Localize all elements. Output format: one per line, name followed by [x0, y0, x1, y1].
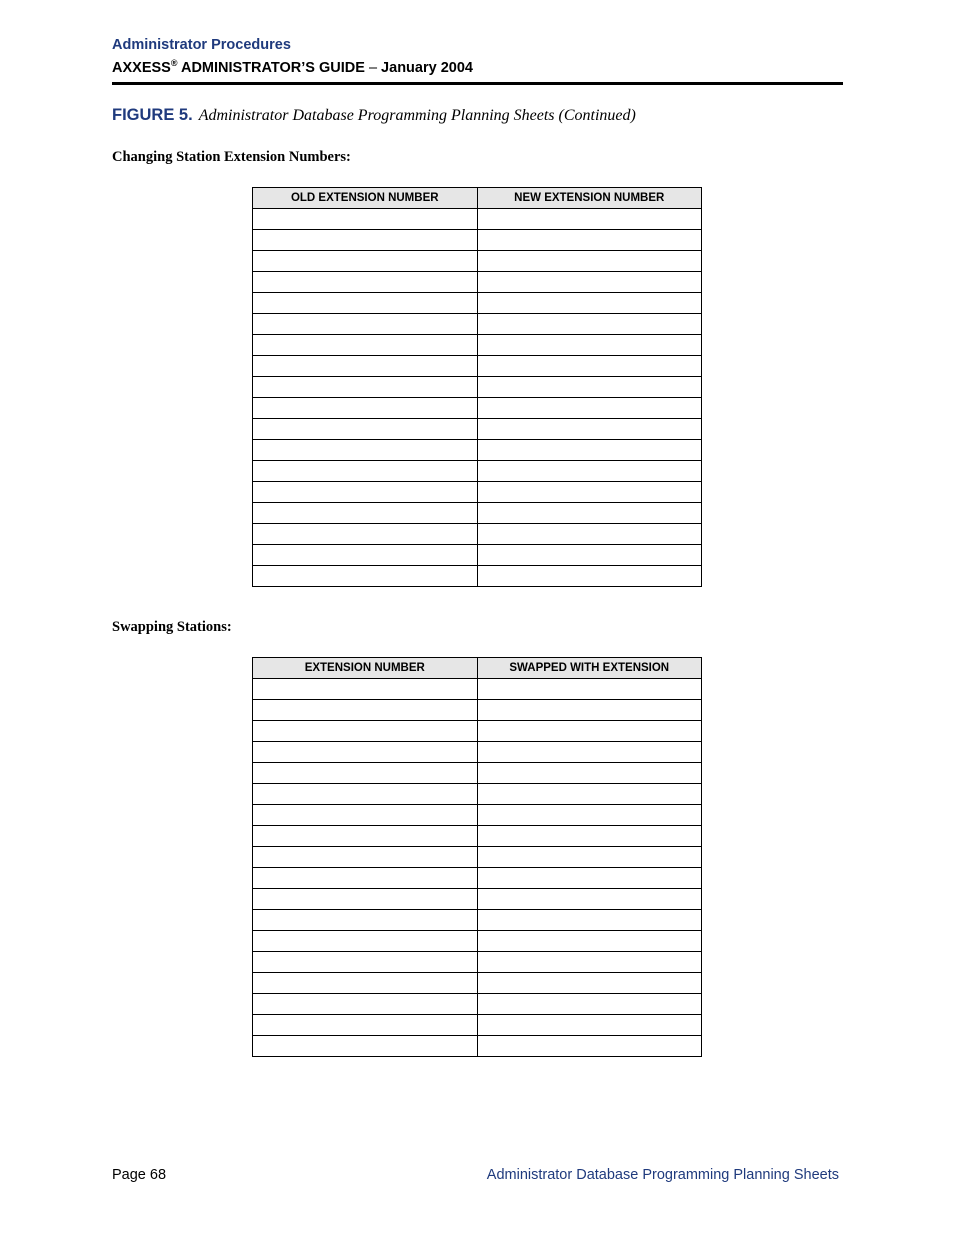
blank-entry-cell — [477, 742, 702, 763]
table-row — [253, 209, 702, 230]
new-extension-header: NEW EXTENSION NUMBER — [477, 188, 702, 209]
table-row — [253, 503, 702, 524]
blank-entry-cell — [253, 700, 478, 721]
old-extension-header: OLD EXTENSION NUMBER — [253, 188, 478, 209]
blank-entry-cell — [477, 805, 702, 826]
table-row — [253, 868, 702, 889]
chapter-title: Administrator Database Programming Planning Sheets — [486, 1167, 839, 1183]
blank-entry-cell — [477, 503, 702, 524]
blank-entry-cell — [253, 440, 478, 461]
blank-entry-cell — [253, 868, 478, 889]
table-row — [253, 419, 702, 440]
table-row — [253, 973, 702, 994]
table-row — [253, 377, 702, 398]
table-row — [253, 1036, 702, 1057]
blank-entry-cell — [477, 272, 702, 293]
blank-entry-cell — [253, 847, 478, 868]
guide-date: January 2004 — [377, 60, 473, 76]
table-row — [253, 566, 702, 587]
table-header-row — [253, 188, 702, 209]
blank-entry-cell — [477, 482, 702, 503]
blank-entry-cell — [253, 377, 478, 398]
blank-entry-cell — [253, 461, 478, 482]
blank-entry-cell — [253, 1015, 478, 1036]
blank-entry-cell — [477, 545, 702, 566]
guide-title: ADMINISTRATOR’S GUIDE — [177, 60, 369, 76]
table-row — [253, 952, 702, 973]
figure-number: FIGURE 5. — [112, 106, 193, 124]
figure-heading — [112, 106, 636, 125]
table-row — [253, 742, 702, 763]
blank-entry-cell — [477, 826, 702, 847]
blank-entry-cell — [477, 209, 702, 230]
blank-entry-cell — [253, 721, 478, 742]
table-row — [253, 230, 702, 251]
table-row — [253, 784, 702, 805]
blank-entry-cell — [477, 314, 702, 335]
blank-entry-cell — [477, 230, 702, 251]
blank-entry-cell — [477, 763, 702, 784]
blank-entry-cell — [253, 910, 478, 931]
table-row — [253, 545, 702, 566]
table-row — [253, 763, 702, 784]
blank-entry-cell — [253, 314, 478, 335]
blank-entry-cell — [477, 952, 702, 973]
swapped-with-header: SWAPPED WITH EXTENSION — [477, 658, 702, 679]
blank-entry-cell — [253, 482, 478, 503]
blank-entry-cell — [477, 679, 702, 700]
table-row — [253, 440, 702, 461]
blank-entry-cell — [477, 994, 702, 1015]
table-row — [253, 524, 702, 545]
blank-entry-cell — [477, 1015, 702, 1036]
blank-entry-cell — [253, 272, 478, 293]
blank-entry-cell — [477, 931, 702, 952]
table-row — [253, 461, 702, 482]
blank-entry-cell — [477, 889, 702, 910]
table-header-row — [253, 658, 702, 679]
blank-entry-cell — [477, 700, 702, 721]
table-row — [253, 805, 702, 826]
blank-entry-cell — [253, 973, 478, 994]
blank-entry-cell — [477, 335, 702, 356]
changing-section-title: Changing Station Extension Numbers: — [112, 149, 351, 165]
blank-entry-cell — [477, 910, 702, 931]
blank-entry-cell — [253, 679, 478, 700]
blank-entry-cell — [253, 335, 478, 356]
swapping-stations-table — [252, 657, 702, 1057]
guide-header — [112, 60, 473, 76]
blank-entry-cell — [477, 524, 702, 545]
blank-entry-cell — [253, 994, 478, 1015]
blank-entry-cell — [253, 742, 478, 763]
table-row — [253, 910, 702, 931]
table-row — [253, 356, 702, 377]
table-row — [253, 889, 702, 910]
blank-entry-cell — [253, 763, 478, 784]
blank-entry-cell — [477, 377, 702, 398]
figure-caption: Administrator Database Programming Planning Sheets (Continued) — [198, 107, 636, 124]
table-row — [253, 847, 702, 868]
blank-entry-cell — [477, 847, 702, 868]
blank-entry-cell — [477, 784, 702, 805]
blank-entry-cell — [253, 545, 478, 566]
table-row — [253, 826, 702, 847]
blank-entry-cell — [477, 440, 702, 461]
page-number: Page 68 — [112, 1167, 167, 1183]
guide-dash: – — [368, 60, 378, 76]
table-row — [253, 314, 702, 335]
blank-entry-cell — [253, 356, 478, 377]
blank-entry-cell — [477, 721, 702, 742]
table-row — [253, 994, 702, 1015]
blank-entry-cell — [253, 293, 478, 314]
blank-entry-cell — [253, 419, 478, 440]
blank-entry-cell — [253, 209, 478, 230]
blank-entry-cell — [477, 356, 702, 377]
blank-entry-cell — [477, 251, 702, 272]
swapping-table-body — [253, 679, 702, 1057]
table-row — [253, 272, 702, 293]
swapping-section-title: Swapping Stations: — [112, 619, 232, 635]
extension-number-header: EXTENSION NUMBER — [253, 658, 478, 679]
section-header: Administrator Procedures — [112, 37, 291, 53]
blank-entry-cell — [253, 889, 478, 910]
blank-entry-cell — [253, 826, 478, 847]
blank-entry-cell — [253, 1036, 478, 1057]
blank-entry-cell — [253, 398, 478, 419]
guide-brand: AXXESS — [112, 60, 171, 76]
blank-entry-cell — [477, 868, 702, 889]
blank-entry-cell — [253, 805, 478, 826]
blank-entry-cell — [477, 398, 702, 419]
blank-entry-cell — [253, 524, 478, 545]
table-row — [253, 293, 702, 314]
table-row — [253, 1015, 702, 1036]
table-row — [253, 251, 702, 272]
blank-entry-cell — [477, 1036, 702, 1057]
table-row — [253, 931, 702, 952]
blank-entry-cell — [253, 931, 478, 952]
blank-entry-cell — [477, 419, 702, 440]
changing-extension-table — [252, 187, 702, 587]
table-row — [253, 721, 702, 742]
blank-entry-cell — [477, 973, 702, 994]
table-row — [253, 398, 702, 419]
blank-entry-cell — [253, 503, 478, 524]
blank-entry-cell — [253, 251, 478, 272]
table-row — [253, 679, 702, 700]
blank-entry-cell — [477, 293, 702, 314]
table-row — [253, 335, 702, 356]
blank-entry-cell — [253, 230, 478, 251]
table-row — [253, 482, 702, 503]
registered-mark: ® — [170, 58, 178, 68]
changing-table-body — [253, 209, 702, 587]
blank-entry-cell — [253, 784, 478, 805]
blank-entry-cell — [477, 566, 702, 587]
header-rule — [112, 82, 843, 85]
blank-entry-cell — [253, 952, 478, 973]
blank-entry-cell — [253, 566, 478, 587]
blank-entry-cell — [477, 461, 702, 482]
table-row — [253, 700, 702, 721]
